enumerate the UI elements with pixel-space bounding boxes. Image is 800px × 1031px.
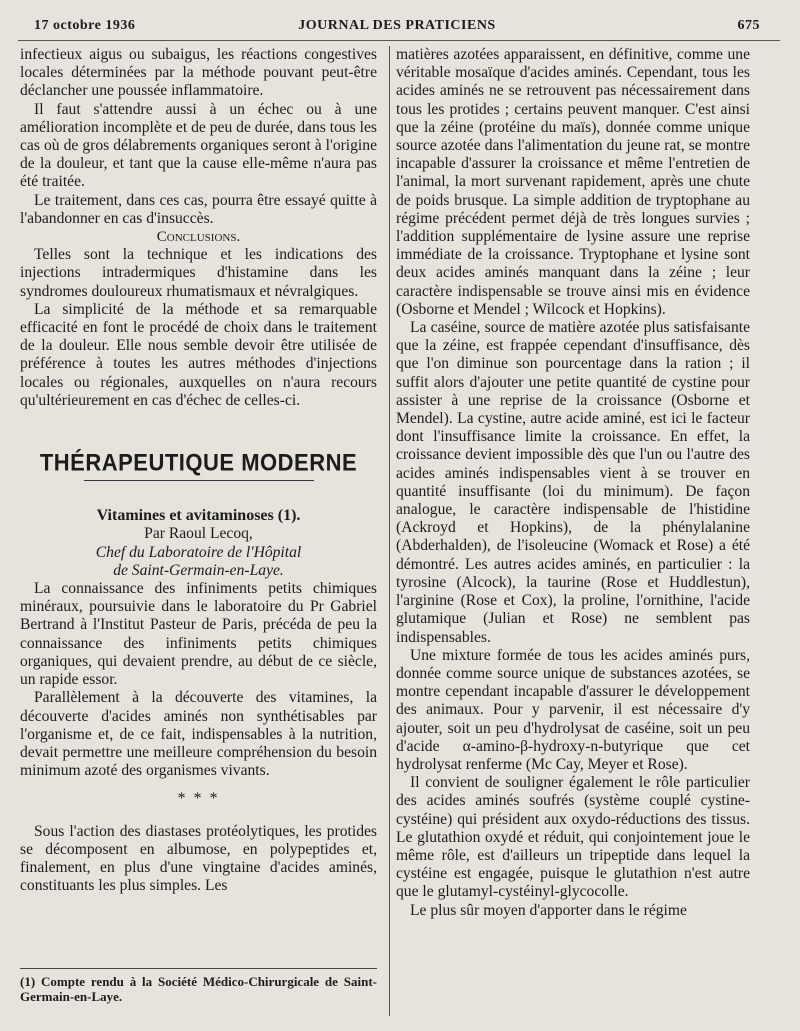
conclusions-heading: Conclusions. — [156, 229, 241, 246]
left-column — [20, 46, 377, 895]
paragraph: Le traitement, dans ces cas, pourra être essayé quitte à l'abandonner en cas d'insuccès. — [20, 191, 377, 227]
section-title: THÉRAPEUTIQUE MODERNE — [39, 449, 358, 477]
column-divider — [389, 46, 390, 1016]
header-date: 17 octobre 1936 — [34, 18, 136, 33]
paragraph: infectieux aigus ou subaigus, les réactions congestives locales déterminées par la méthode pouvant peut-être déclancher une poussée inflammatoire. — [20, 46, 377, 100]
paragraph: Il faut s'attendre aussi à un échec ou à une amélioration incomplète et de peu de durée, dans tous les cas où de gros délabrements organiques seront à l'origine de la douleur, et tant que la cause elle-même n'aura pas été traitée. — [20, 100, 377, 191]
header-rule — [18, 40, 780, 41]
paragraph: Il convient de souligner également le rôle particulier des acides aminés soufrés (système couplé cystine-cystéine) qui président aux oxydo-réductions des tissus. Le glutathion oxydé et réduit, qui conjointement joue le même rôle, est d'ailleurs un tripeptide dans lequel la cystéine est engagée, puisque le glutathion n'est autre que le glutamyl-cystéinyl-glycocolle. — [396, 774, 750, 901]
author-affiliation: Chef du Laboratoire de l'Hôpital — [95, 543, 302, 561]
footnote-rule — [20, 968, 377, 969]
section-title-rule — [84, 480, 314, 481]
page-header — [34, 18, 760, 38]
paragraph: Sous l'action des diastases protéolytiques, les protides se décomposent en albumose, en polypeptides et, finalement, en plus d'une vingtaine d'acides aminés, constituants les plus simples. Les — [20, 822, 377, 895]
paragraph: Telles sont la technique et les indications des injections intradermiques d'histamine dans les syndromes douloureux rhumatismaux et névralgiques. — [20, 246, 377, 300]
header-journal-title: JOURNAL DES PRATICIENS — [298, 18, 496, 33]
header-page-number: 675 — [737, 18, 760, 33]
article-title: Vitamines et avitaminoses (1). — [96, 507, 301, 525]
author-affiliation: de Saint-Germain-en-Laye. — [113, 561, 284, 579]
paragraph: La connaissance des infiniments petits chimiques minéraux, poursuivie dans le laboratoire du Pr Gabriel Bertrand à l'Institut Pasteur de Paris, précéda de peu la connaissance des infiniments petits chimiques organiques, qui devaient prendre, au début de ce siècle, un rapide essor. — [20, 580, 377, 689]
paragraph: Parallèlement à la découverte des vitamines, la découverte d'acides aminés non synthétisables par l'organisme et, de ce fait, indispensables à la nutrition, devait permettre une meilleure compréhension du besoin minimum azoté des organismes vivants. — [20, 689, 377, 780]
paragraph: La simplicité de la méthode et sa remarquable efficacité en font le procédé de choix dans le traitement de la douleur. Elle nous semble devoir être utilisée de préférence à toutes les autres méthodes d'injections locales ou régionales, auxquelles on n'aura recours qu'ultérieurement en cas d'échec de celles-ci. — [20, 300, 377, 409]
right-column — [396, 46, 750, 920]
paragraph: Une mixture formée de tous les acides aminés purs, donnée comme source unique de substances azotées, se montre cependant incapable d'assurer le développement des animaux. Pour y parvenir, il est nécessaire d'y ajouter, soit un peu d'hydrolysat de caséine, soit un peu d'acide α-amino-β-hydroxy-n-butyrique que cet hydrolysat renferme (Mc Cay, Meyer et Rose). — [396, 646, 750, 773]
paragraph: matières azotées apparaissent, en définitive, comme une véritable mosaïque d'acides aminés. Cependant, tous les acides aminés ne se retrouvent pas nécessairement dans tous les protides ; certains peuvent manquer. C'est ainsi que la zéine (protéine du maïs), donnée comme unique source azotée dans l'alimentation du jeune rat, se montre incapable d'assurer la croissance et même l'entretien de l'animal, la mort survenant rapidement, après une chute de poids brusque. La simple addition de tryptophane au régime précédent permet déjà de très longues survies ; l'addition supplémentaire de lysine assure une reprise immédiate de la croissance. Tryptophane et lysine sont deux acides aminés manquant dans la zéine ; leur caractère indispensable se trouve ainsi mis en évidence (Osborne et Mendel ; Wilcock et Hopkins). — [396, 46, 750, 318]
section-separator-stars: * * * — [177, 790, 220, 808]
paragraph: La caséine, source de matière azotée plus satisfaisante que la zéine, est frappée cependant d'insuffisance, dès que l'on diminue son pourcentage dans la ration ; il suffit alors d'ajouter une petite quantité de cystine pour assister à une reprise de la croissance (Osborne et Mendel). La cystine, autre acide aminé, est ici le facteur dont l'insuffisance limite la croissance. En effet, la croissance devient impossible dès que l'un ou l'autre des acides aminés indispensables vient à se trouver en quantité insuffisante (loi du minimum). De façon analogue, le caractère indispensable de l'histidine (Ackroyd et Hopkins), de la phénylalanine (Abderhalden), de l'isoleucine (Womack et Rose) a été démontré. Les autres acides aminés, en particulier : la tyrosine (Alcock), la taurine (Rose et Huddlestun), l'arginine (Rose et Cox), la proline, l'ornithine, l'acide glutamique (Julian et Rose) ne semblent pas indispensables. — [396, 319, 750, 646]
footnote: (1) Compte rendu à la Société Médico-Chirurgicale de Saint-Germain-en-Laye. — [20, 974, 377, 1004]
author-byline: Par Raoul Lecoq, — [144, 525, 253, 543]
paragraph: Le plus sûr moyen d'apporter dans le régime — [410, 901, 687, 919]
